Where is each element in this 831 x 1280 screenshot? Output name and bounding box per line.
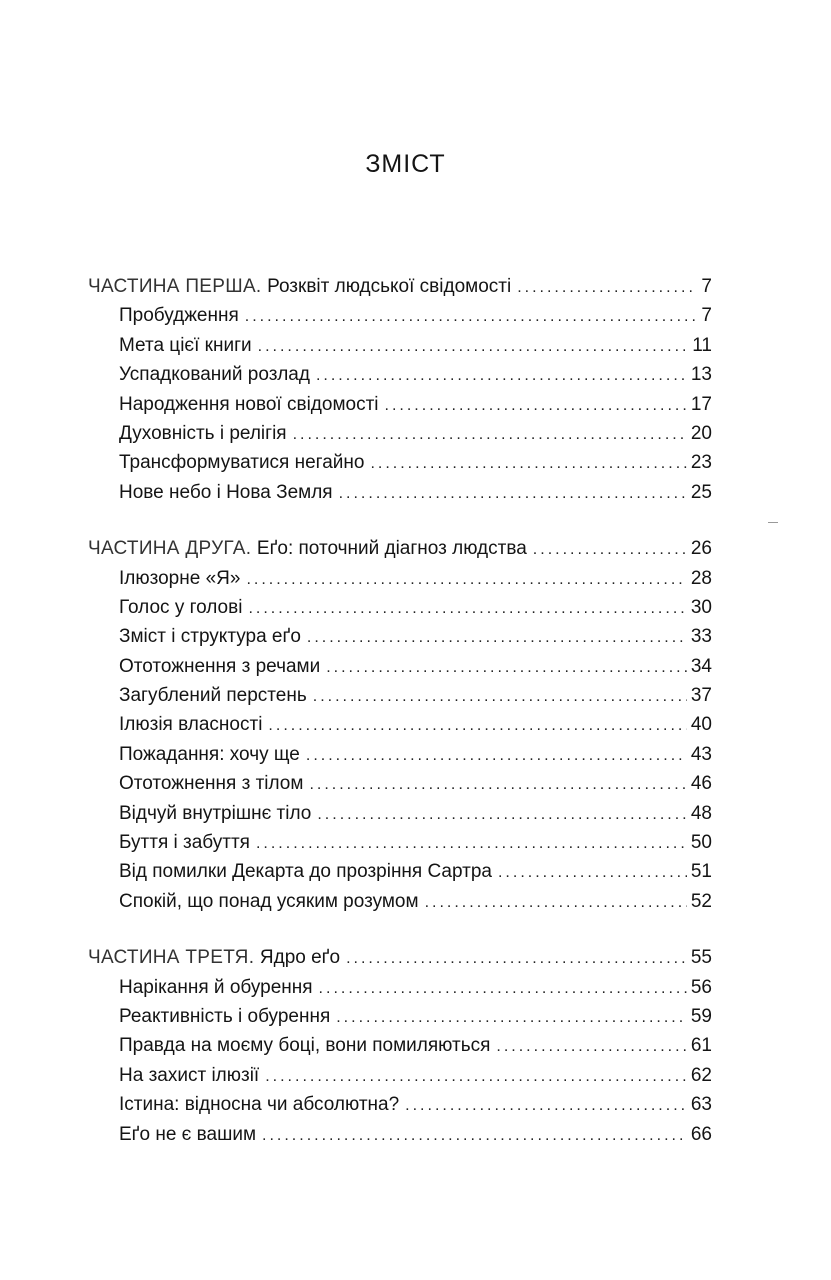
dot-leader xyxy=(385,391,687,420)
page-number: 46 xyxy=(690,773,712,795)
part-title: Еґо: поточний діагноз людства xyxy=(256,538,527,560)
entry-title: Відчуй внутрішнє тіло xyxy=(119,802,312,824)
dot-leader xyxy=(326,653,687,682)
toc-part-2 xyxy=(88,534,712,916)
toc-part-3 xyxy=(88,943,712,1149)
entry-title: Мета цієї книги xyxy=(119,334,252,356)
toc-entry[interactable] xyxy=(88,593,712,622)
toc-entry[interactable] xyxy=(88,622,712,651)
toc-entry[interactable] xyxy=(88,331,712,360)
page-number: 25 xyxy=(690,481,712,503)
dot-leader xyxy=(268,711,686,740)
page-number: 43 xyxy=(690,743,712,765)
page-number: 40 xyxy=(690,714,712,736)
dot-leader xyxy=(248,594,686,623)
page-number: 50 xyxy=(690,832,712,854)
entry-title: Зміст і структура еґо xyxy=(119,626,301,648)
toc-entry[interactable] xyxy=(88,681,712,710)
dot-leader xyxy=(306,741,687,770)
page-number: 52 xyxy=(690,890,712,912)
page-number: 55 xyxy=(690,947,712,969)
toc-entry[interactable] xyxy=(88,828,712,857)
dot-leader xyxy=(405,1091,687,1120)
page-number: 7 xyxy=(701,305,712,327)
page-number: 7 xyxy=(701,276,712,297)
dot-leader xyxy=(339,479,687,508)
entry-title: Ототожнення з тілом xyxy=(119,773,304,795)
toc-entry[interactable] xyxy=(88,973,712,1002)
dot-leader xyxy=(309,770,686,799)
page-number: 23 xyxy=(690,452,712,474)
table-of-contents xyxy=(88,272,712,1176)
entry-title: Реактивність і обурення xyxy=(119,1005,331,1027)
part-title: Розквіт людської свідомості xyxy=(267,276,512,297)
dot-leader xyxy=(533,535,687,564)
dot-leader xyxy=(370,449,686,478)
page-number: 56 xyxy=(690,976,712,998)
toc-entry[interactable] xyxy=(88,769,712,798)
part-number: ЧАСТИНА ПЕРША. xyxy=(88,276,262,297)
toc-part-heading[interactable] xyxy=(88,943,712,972)
dot-leader xyxy=(316,361,687,390)
toc-entry[interactable] xyxy=(88,1120,712,1149)
entry-title: Народження нової свідомості xyxy=(119,393,379,415)
dot-leader xyxy=(246,565,686,594)
toc-entry[interactable] xyxy=(88,478,712,507)
dot-leader xyxy=(425,888,687,917)
part-number: ЧАСТИНА ТРЕТЯ. xyxy=(88,947,255,969)
page-number: 26 xyxy=(690,538,712,560)
page-number: 59 xyxy=(690,1005,712,1027)
dot-leader xyxy=(293,420,687,449)
part-heading-label xyxy=(88,534,527,563)
page-number: 63 xyxy=(690,1094,712,1116)
page-number: 11 xyxy=(692,334,712,356)
page-number: 28 xyxy=(690,567,712,589)
toc-entry[interactable] xyxy=(88,390,712,419)
dot-leader xyxy=(498,858,687,887)
toc-entry[interactable] xyxy=(88,301,712,330)
entry-title: Пожадання: хочу ще xyxy=(119,743,300,765)
page-number: 62 xyxy=(690,1064,712,1086)
dot-leader xyxy=(258,332,689,361)
entry-title: Спокій, що понад усяким розумом xyxy=(119,890,419,912)
entry-title: Трансформуватися негайно xyxy=(119,452,365,474)
page-number: 17 xyxy=(690,393,712,415)
toc-entry[interactable] xyxy=(88,887,712,916)
toc-part-heading[interactable] xyxy=(88,534,712,563)
page-number: 48 xyxy=(690,802,712,824)
entry-title: Буття і забуття xyxy=(119,832,250,854)
toc-entry[interactable] xyxy=(88,448,712,477)
toc-entry[interactable] xyxy=(88,419,712,448)
part-title: Ядро еґо xyxy=(259,947,341,969)
toc-part-1 xyxy=(88,272,712,507)
entry-title: Голос у голові xyxy=(119,596,243,618)
entry-title: Ілюзія власності xyxy=(119,714,263,736)
toc-entry[interactable] xyxy=(88,1061,712,1090)
dot-leader xyxy=(262,1121,687,1150)
page-title: ЗМІСТ xyxy=(365,150,446,178)
entry-title: Ототожнення з речами xyxy=(119,655,321,677)
part-heading-label xyxy=(88,943,340,972)
toc-entry[interactable] xyxy=(88,564,712,593)
toc-entry[interactable] xyxy=(88,1031,712,1060)
entry-title: Пробудження xyxy=(119,305,239,327)
toc-entry[interactable] xyxy=(88,710,712,739)
entry-title: Нарікання й обурення xyxy=(119,976,313,998)
toc-entry[interactable] xyxy=(88,360,712,389)
toc-part-heading[interactable] xyxy=(88,272,712,301)
page-number: 66 xyxy=(690,1123,712,1145)
entry-title: Істина: відносна чи абсолютна? xyxy=(119,1094,400,1116)
toc-entry[interactable] xyxy=(88,1090,712,1119)
scan-margin-mark xyxy=(768,522,778,523)
page-number: 30 xyxy=(690,596,712,618)
toc-entry[interactable] xyxy=(88,799,712,828)
page-number: 37 xyxy=(690,685,712,707)
dot-leader xyxy=(307,623,687,652)
toc-entry[interactable] xyxy=(88,652,712,681)
toc-entry[interactable] xyxy=(88,740,712,769)
entry-title: На захист ілюзії xyxy=(119,1064,260,1086)
dot-leader xyxy=(256,829,687,858)
entry-title: Успадкований розлад xyxy=(119,364,310,386)
entry-title: Еґо не є вашим xyxy=(119,1123,257,1145)
entry-title: Ілюзорне «Я» xyxy=(119,567,241,589)
page-number: 20 xyxy=(690,422,712,444)
entry-title: Загублений перстень xyxy=(119,685,307,707)
entry-title: Від помилки Декарта до прозріння Сартра xyxy=(119,861,492,883)
part-number: ЧАСТИНА ДРУГА. xyxy=(88,538,252,560)
dot-leader xyxy=(317,800,687,829)
dot-leader xyxy=(313,682,687,711)
entry-title: Духовність і релігія xyxy=(119,422,287,444)
dot-leader xyxy=(265,1062,687,1091)
toc-entry[interactable] xyxy=(88,857,712,886)
entry-title: Нове небо і Нова Земля xyxy=(119,481,333,503)
dot-leader xyxy=(319,974,687,1003)
dot-leader xyxy=(346,944,687,973)
entry-title: Правда на моєму боці, вони помиляються xyxy=(119,1035,491,1057)
page-number: 51 xyxy=(690,861,712,883)
part-heading-label xyxy=(88,272,511,301)
dot-leader xyxy=(336,1003,687,1032)
dot-leader xyxy=(245,302,698,331)
dot-leader xyxy=(496,1032,686,1061)
dot-leader xyxy=(517,273,697,302)
page-number: 33 xyxy=(690,626,712,648)
page-number: 13 xyxy=(690,364,712,386)
page-number: 61 xyxy=(690,1035,712,1057)
page-number: 34 xyxy=(690,655,712,677)
toc-entry[interactable] xyxy=(88,1002,712,1031)
